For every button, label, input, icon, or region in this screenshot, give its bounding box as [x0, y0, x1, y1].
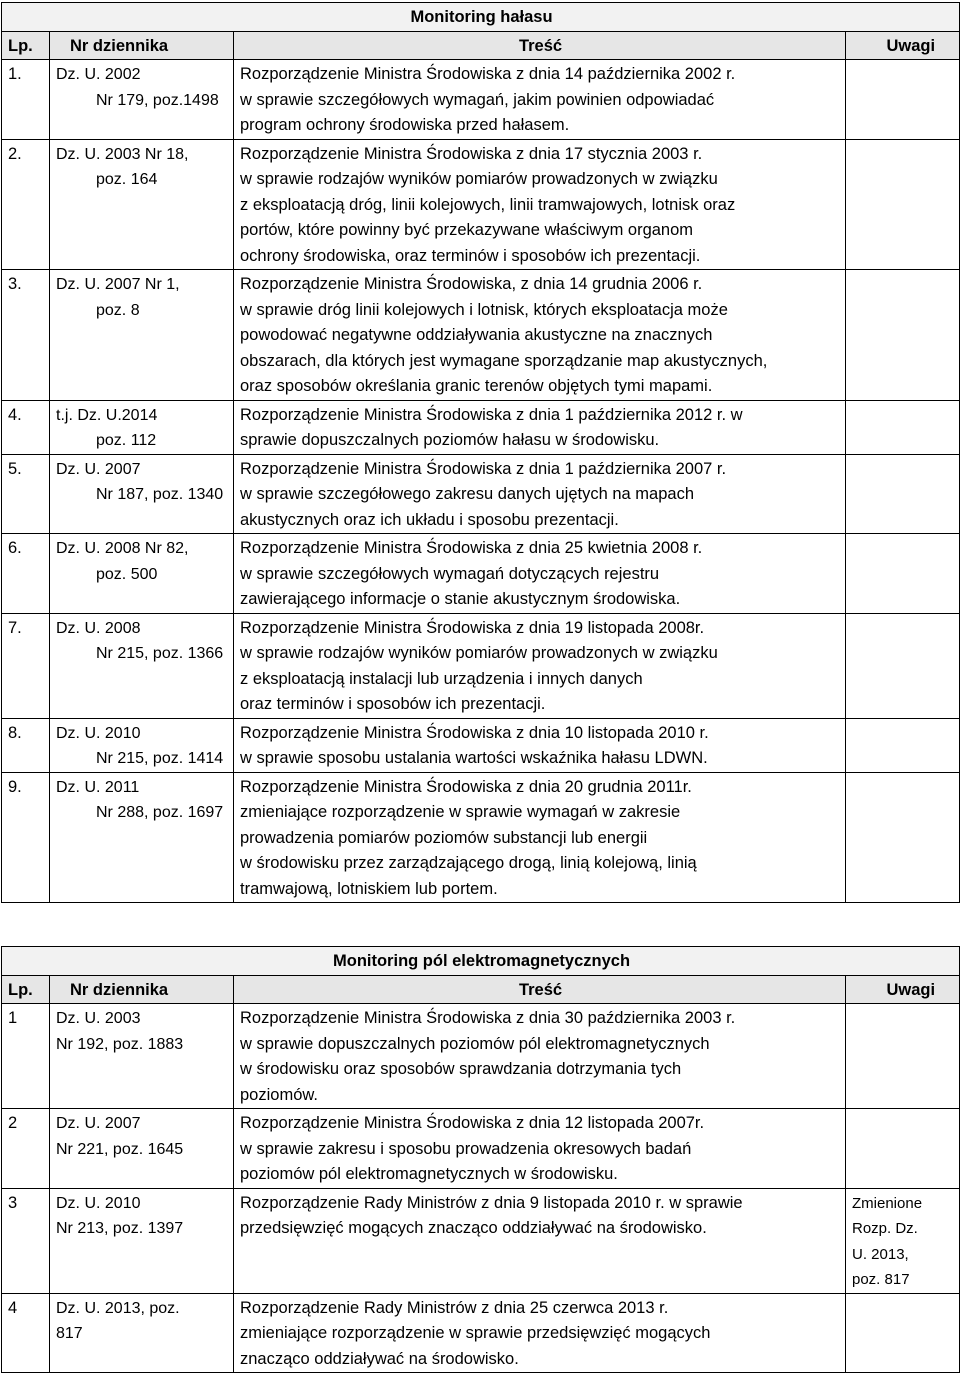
cell-lp: 1.: [2, 60, 50, 140]
journal-ref-continuation: poz. 164: [96, 171, 158, 188]
cell-lp: 8.: [2, 718, 50, 772]
noise-monitoring-table: [1, 2, 960, 903]
table-row: [2, 60, 960, 140]
table-row: [2, 400, 960, 454]
cell-journal-ref: Dz. U. 2003 Nr 18, poz. 164: [50, 139, 234, 270]
table-row: [2, 613, 960, 718]
cell-lp: 2.: [2, 139, 50, 270]
cell-content: Rozporządzenie Rady Ministrów z dnia 9 listopada 2010 r. w sprawie przedsięwzięć mogących znacząco oddziaływać na środowisko.: [234, 1188, 846, 1293]
cell-content: Rozporządzenie Ministra Środowiska z dnia 14 października 2002 r. w sprawie szczegółowych wymagań, jakim powinien odpowiadać program ochrony środowiska przed hałasem.: [234, 60, 846, 140]
table-row: [2, 1109, 960, 1189]
header-nr: Nr dziennika: [50, 975, 234, 1004]
table-body: [2, 60, 960, 903]
cell-notes: [846, 270, 960, 401]
cell-content: Rozporządzenie Ministra Środowiska z dnia 1 października 2007 r. w sprawie szczegółowego zakresu danych ujętych na mapach akustycznych oraz ich układu i sposobu prezentacji.: [234, 454, 846, 534]
cell-notes: [846, 1109, 960, 1189]
table-row: [2, 718, 960, 772]
cell-lp: 5.: [2, 454, 50, 534]
header-uwagi: Uwagi: [846, 31, 960, 60]
table-row: [2, 534, 960, 614]
cell-journal-ref: Dz. U. 2007 Nr 1, poz. 8: [50, 270, 234, 401]
cell-journal-ref: Dz. U. 2010 Nr 215, poz. 1414: [50, 718, 234, 772]
cell-lp: 4: [2, 1293, 50, 1373]
cell-lp: 3.: [2, 270, 50, 401]
cell-notes: [846, 454, 960, 534]
journal-ref-continuation: poz. 112: [96, 432, 157, 449]
cell-content: Rozporządzenie Ministra Środowiska z dnia 20 grudnia 2011r. zmieniające rozporządzenie w sprawie wymagań w zakresie prowadzenia pomiarów poziomów substancji lub energii w środowisku przez zarządzającego drogą, linią kolejową, linią tramwajową, lotniskiem lub portem.: [234, 772, 846, 903]
cell-lp: 1: [2, 1004, 50, 1109]
cell-content: Rozporządzenie Ministra Środowiska z dnia 25 kwietnia 2008 r. w sprawie szczegółowych wymagań dotyczących rejestru zawierającego informacje o stanie akustycznym środowiska.: [234, 534, 846, 614]
cell-notes: [846, 1004, 960, 1109]
cell-lp: 6.: [2, 534, 50, 614]
cell-journal-ref: Dz. U. 2013, poz. 817: [50, 1293, 234, 1373]
table-row: [2, 454, 960, 534]
header-lp: Lp.: [2, 31, 50, 60]
cell-journal-ref: Dz. U. 2003 Nr 192, poz. 1883: [50, 1004, 234, 1109]
cell-journal-ref: Dz. U. 2008 Nr 82, poz. 500: [50, 534, 234, 614]
journal-ref-continuation: Nr 179, poz.1498: [96, 91, 219, 109]
cell-lp: 9.: [2, 772, 50, 903]
cell-content: Rozporządzenie Ministra Środowiska z dnia 12 listopada 2007r. w sprawie zakresu i sposobu prowadzenia okresowych badań poziomów pól elektromagnetycznych w środowisku.: [234, 1109, 846, 1189]
cell-content: Rozporządzenie Ministra Środowiska z dnia 10 listopada 2010 r. w sprawie sposobu ustalania wartości wskaźnika hałasu LDWN.: [234, 718, 846, 772]
journal-ref-continuation: poz. 8: [96, 301, 140, 319]
cell-journal-ref: Dz. U. 2011 Nr 288, poz. 1697: [50, 772, 234, 903]
cell-notes: [846, 60, 960, 140]
cell-journal-ref: Dz. U. 2007 Nr 187, poz. 1340: [50, 454, 234, 534]
journal-ref-continuation: Nr 187, poz. 1340: [96, 486, 224, 503]
em-monitoring-table: [1, 946, 960, 1373]
cell-notes: Zmienione Rozp. Dz. U. 2013, poz. 817: [846, 1188, 960, 1293]
table-row: [2, 139, 960, 270]
cell-notes: [846, 718, 960, 772]
cell-notes: [846, 1293, 960, 1373]
table-row: [2, 1188, 960, 1293]
cell-journal-ref: Dz. U. 2010 Nr 213, poz. 1397: [50, 1188, 234, 1293]
cell-journal-ref: t.j. Dz. U.2014 poz. 112: [50, 400, 234, 454]
cell-notes: [846, 400, 960, 454]
cell-notes: [846, 772, 960, 903]
cell-content: Rozporządzenie Ministra Środowiska z dnia 17 stycznia 2003 r. w sprawie rodzajów wyników pomiarów prowadzonych w związku z eksploatacją dróg, linii kolejowych, linii tramwajowych, lotnisk oraz portów, które powinny być przekazywane właściwym organom ochrony środowiska, oraz terminów i sposobów ich prezentacji.: [234, 139, 846, 270]
header-tresc: Treść: [234, 31, 846, 60]
header-uwagi: Uwagi: [846, 975, 960, 1004]
table-row: [2, 1293, 960, 1373]
cell-lp: 2: [2, 1109, 50, 1189]
cell-notes: [846, 139, 960, 270]
cell-content: Rozporządzenie Ministra Środowiska z dnia 19 listopada 2008r. w sprawie rodzajów wyników pomiarów prowadzonych w związku z eksploatacją instalacji lub urządzenia i innych danych oraz terminów i sposobów ich prezentacji.: [234, 613, 846, 718]
journal-ref-continuation: Nr 215, poz. 1366: [96, 645, 224, 662]
cell-content: Rozporządzenie Ministra Środowiska z dnia 1 października 2012 r. w sprawie dopuszczalnych poziomów hałasu w środowisku.: [234, 400, 846, 454]
cell-lp: 7.: [2, 613, 50, 718]
header-lp: Lp.: [2, 975, 50, 1004]
header-nr: Nr dziennika: [50, 31, 234, 60]
cell-notes: [846, 613, 960, 718]
cell-journal-ref: Dz. U. 2002 Nr 179, poz.1498: [50, 60, 234, 140]
cell-notes: [846, 534, 960, 614]
journal-ref-continuation: Nr 288, poz. 1697: [96, 804, 224, 821]
cell-lp: 3: [2, 1188, 50, 1293]
table-row: [2, 1004, 960, 1109]
table-title: Monitoring hałasu: [2, 3, 960, 32]
cell-journal-ref: Dz. U. 2007 Nr 221, poz. 1645: [50, 1109, 234, 1189]
journal-ref-continuation: Nr 215, poz. 1414: [96, 750, 224, 767]
cell-lp: 4.: [2, 400, 50, 454]
table-row: [2, 270, 960, 401]
cell-journal-ref: Dz. U. 2008 Nr 215, poz. 1366: [50, 613, 234, 718]
cell-content: Rozporządzenie Ministra Środowiska, z dnia 14 grudnia 2006 r. w sprawie dróg linii kolejowych i lotnisk, których eksploatacja może powodować negatywne oddziaływania akustyczne na znacznych obszarach, dla których jest wymagane sporządzanie map akustycznych, oraz sposobów określania granic terenów objętych tymi mapami.: [234, 270, 846, 401]
cell-content: Rozporządzenie Ministra Środowiska z dnia 30 października 2003 r. w sprawie dopuszczalnych poziomów pól elektromagnetycznych w środowisku oraz sposobów sprawdzania dotrzymania tych poziomów.: [234, 1004, 846, 1109]
header-tresc: Treść: [234, 975, 846, 1004]
table-title: Monitoring pól elektromagnetycznych: [2, 947, 960, 976]
table-row: [2, 772, 960, 903]
table-body: [2, 1004, 960, 1373]
cell-content: Rozporządzenie Rady Ministrów z dnia 25 czerwca 2013 r. zmieniające rozporządzenie w sprawie przedsięwzięć mogących znacząco oddziaływać na środowisko.: [234, 1293, 846, 1373]
journal-ref-continuation: poz. 500: [96, 565, 158, 583]
